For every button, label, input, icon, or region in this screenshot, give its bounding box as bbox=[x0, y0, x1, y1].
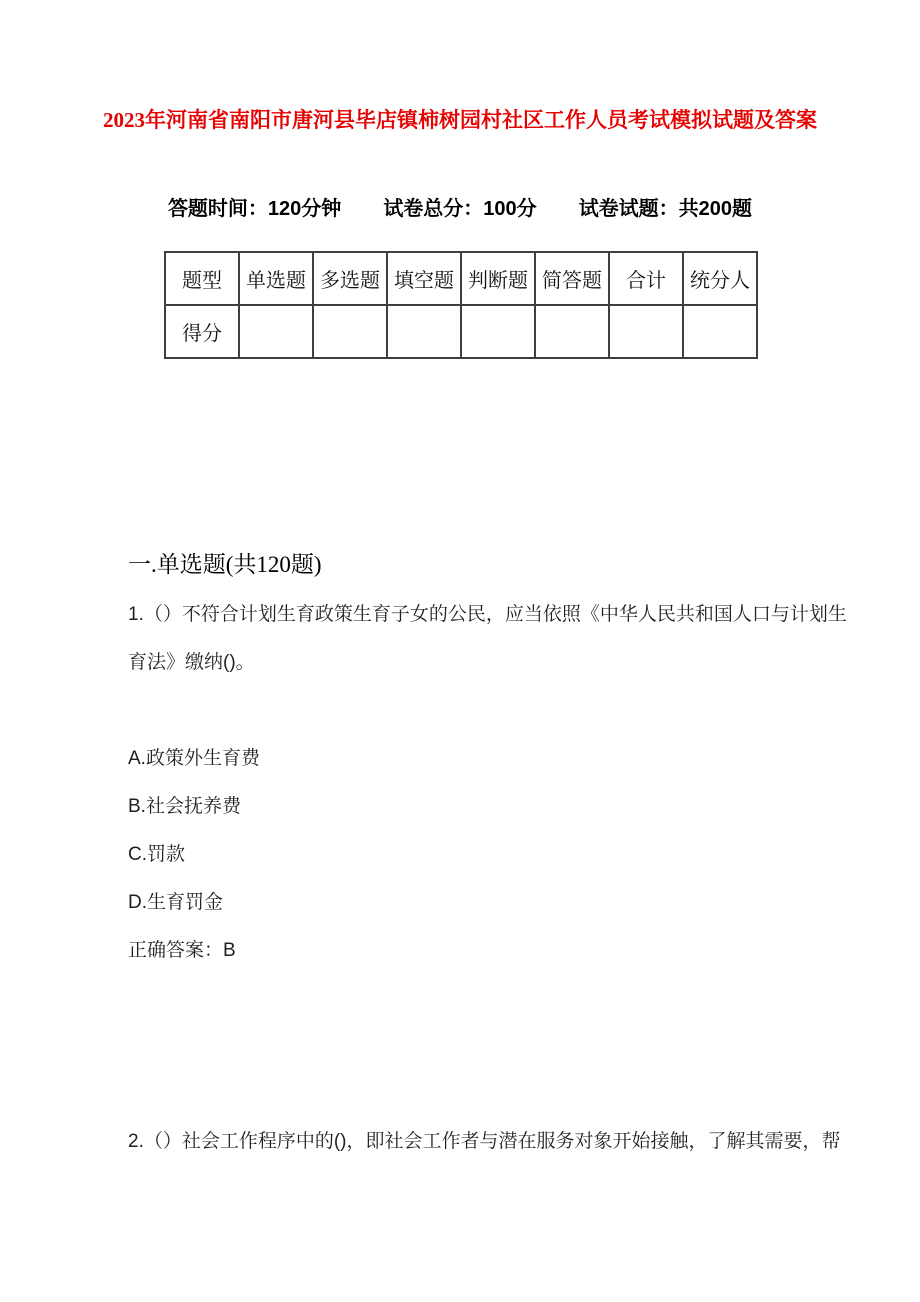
score-cell-empty bbox=[535, 305, 609, 358]
question-1-answer: 正确答案：B bbox=[128, 940, 236, 961]
question-2-text-line-1: 2.（）社会工作程序中的()，即社会工作者与潜在服务对象开始接触，了解其需要，帮 bbox=[128, 1131, 841, 1152]
score-table-score-row bbox=[165, 305, 757, 358]
score-cell-empty bbox=[461, 305, 535, 358]
question-1 bbox=[0, 591, 920, 975]
document-title: 2023年河南省南阳市唐河县毕店镇柿树园村社区工作人员考试模拟试题及答案 bbox=[103, 108, 817, 132]
score-cell-empty bbox=[387, 305, 461, 358]
exam-duration: 答题时间：120分钟 bbox=[167, 198, 342, 220]
score-table-header-cell: 填空题 bbox=[387, 252, 461, 305]
score-table-header-cell: 题型 bbox=[165, 252, 239, 305]
question-1-option-a: A.政策外生育费 bbox=[128, 748, 260, 769]
question-1-option-b: B.社会抚养费 bbox=[128, 796, 241, 817]
score-cell-empty bbox=[239, 305, 313, 358]
score-row-label: 得分 bbox=[165, 305, 239, 358]
section-heading: 一.单选题(共120题) bbox=[128, 552, 322, 577]
exam-total-score: 试卷总分：100分 bbox=[383, 198, 537, 220]
question-2 bbox=[0, 1118, 920, 1166]
question-1-option-c: C.罚款 bbox=[128, 844, 186, 865]
score-table-header-cell: 单选题 bbox=[239, 252, 313, 305]
score-table-header-cell: 多选题 bbox=[313, 252, 387, 305]
score-cell-empty bbox=[609, 305, 683, 358]
score-cell-empty bbox=[683, 305, 757, 358]
score-table-header-cell: 判断题 bbox=[461, 252, 535, 305]
question-1-text-line-2: 育法》缴纳()。 bbox=[128, 652, 255, 673]
score-table bbox=[164, 251, 758, 359]
question-1-options bbox=[0, 735, 920, 975]
question-1-text-line-1: 1.（）不符合计划生育政策生育子女的公民，应当依照《中华人民共和国人口与计划生 bbox=[128, 604, 847, 625]
score-table-header-cell: 简答题 bbox=[535, 252, 609, 305]
exam-question-count: 试卷试题：共200题 bbox=[578, 198, 753, 220]
score-table-header-row bbox=[165, 252, 757, 305]
question-1-option-d: D.生育罚金 bbox=[128, 892, 224, 913]
score-table-header-cell: 统分人 bbox=[683, 252, 757, 305]
score-cell-empty bbox=[313, 305, 387, 358]
exam-meta-line bbox=[0, 197, 920, 222]
score-table-header-cell: 合计 bbox=[609, 252, 683, 305]
